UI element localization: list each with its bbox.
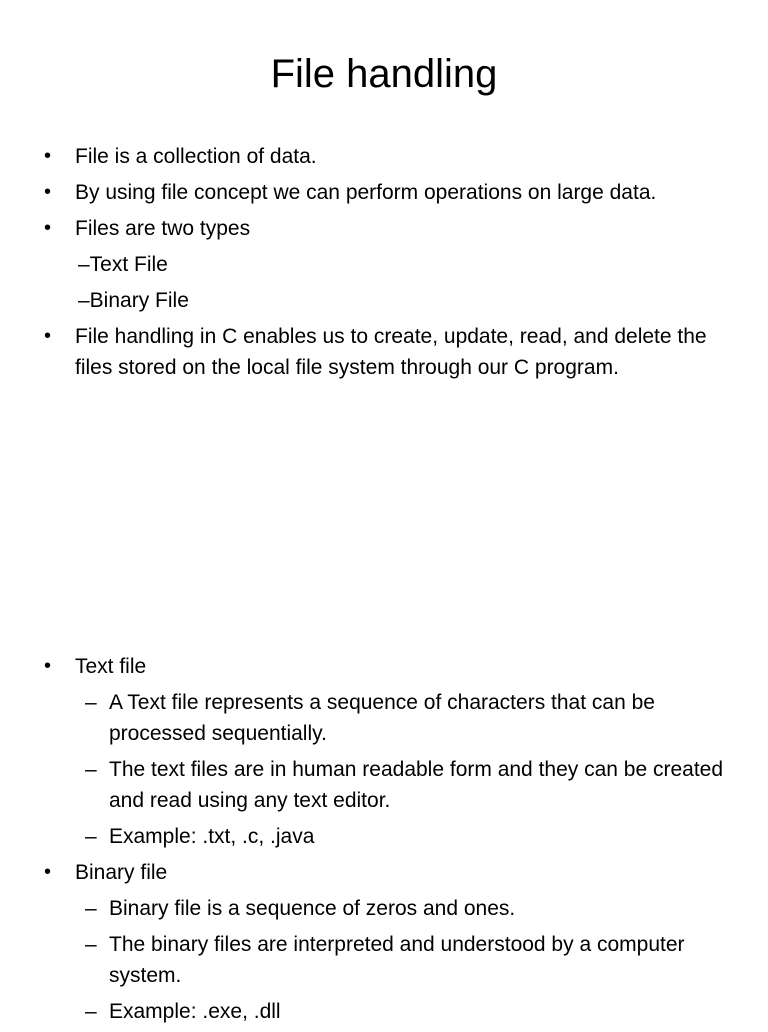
bullet-icon: • <box>44 181 52 203</box>
bullet-icon: • <box>44 217 52 239</box>
sub-item-text-file: –Text File <box>78 253 168 276</box>
bullet-text: File is a collection of data. <box>75 145 317 168</box>
sub-item <box>0 754 768 816</box>
bullet-text: Files are two types <box>75 217 251 240</box>
bullet-text: Text file <box>75 655 147 678</box>
dash-icon: – <box>85 1000 97 1023</box>
bullet-icon: • <box>44 655 52 677</box>
dash-icon: – <box>85 897 97 920</box>
sub-item <box>0 893 768 924</box>
bullet-item <box>0 321 768 383</box>
dash-icon: – <box>85 691 97 714</box>
bullet-item-binary-file <box>0 857 768 888</box>
bullet-item <box>0 141 768 172</box>
sub-item <box>0 996 768 1027</box>
sub-item-text: Binary file is a sequence of zeros and ones. <box>109 897 516 920</box>
sub-item-binary-file: –Binary File <box>78 289 189 312</box>
bullet-icon: • <box>44 145 52 167</box>
bullet-text: Binary file <box>75 861 168 884</box>
sub-item-text: Example: .exe, .dll <box>109 1000 281 1023</box>
bullet-item-text-file <box>0 651 768 682</box>
bullet-icon: • <box>44 861 52 883</box>
sub-item-text: The text files are in human readable form and they can be created and read using any text editor. <box>109 758 724 812</box>
page-title: File handling <box>270 52 498 96</box>
dash-icon: – <box>85 825 97 848</box>
slide-1-body <box>0 141 768 388</box>
bullet-text: File handling in C enables us to create, update, read, and delete the files stored on the local file system through our C program. <box>75 325 707 379</box>
bullet-item <box>0 177 768 208</box>
dash-icon: – <box>85 758 97 781</box>
sub-item <box>0 929 768 991</box>
sub-item <box>0 821 768 852</box>
sub-item-text: Example: .txt, .c, .java <box>109 825 315 848</box>
sub-item <box>0 687 768 749</box>
bullet-text: By using file concept we can perform operations on large data. <box>75 181 657 204</box>
bullet-icon: • <box>44 325 52 347</box>
bullet-item <box>0 213 768 244</box>
dash-icon: – <box>85 933 97 956</box>
slide-2-body <box>0 651 768 1032</box>
sub-item-text: The binary files are interpreted and understood by a computer system. <box>109 933 685 987</box>
sub-item-text: A Text file represents a sequence of characters that can be processed sequentially. <box>109 691 655 745</box>
